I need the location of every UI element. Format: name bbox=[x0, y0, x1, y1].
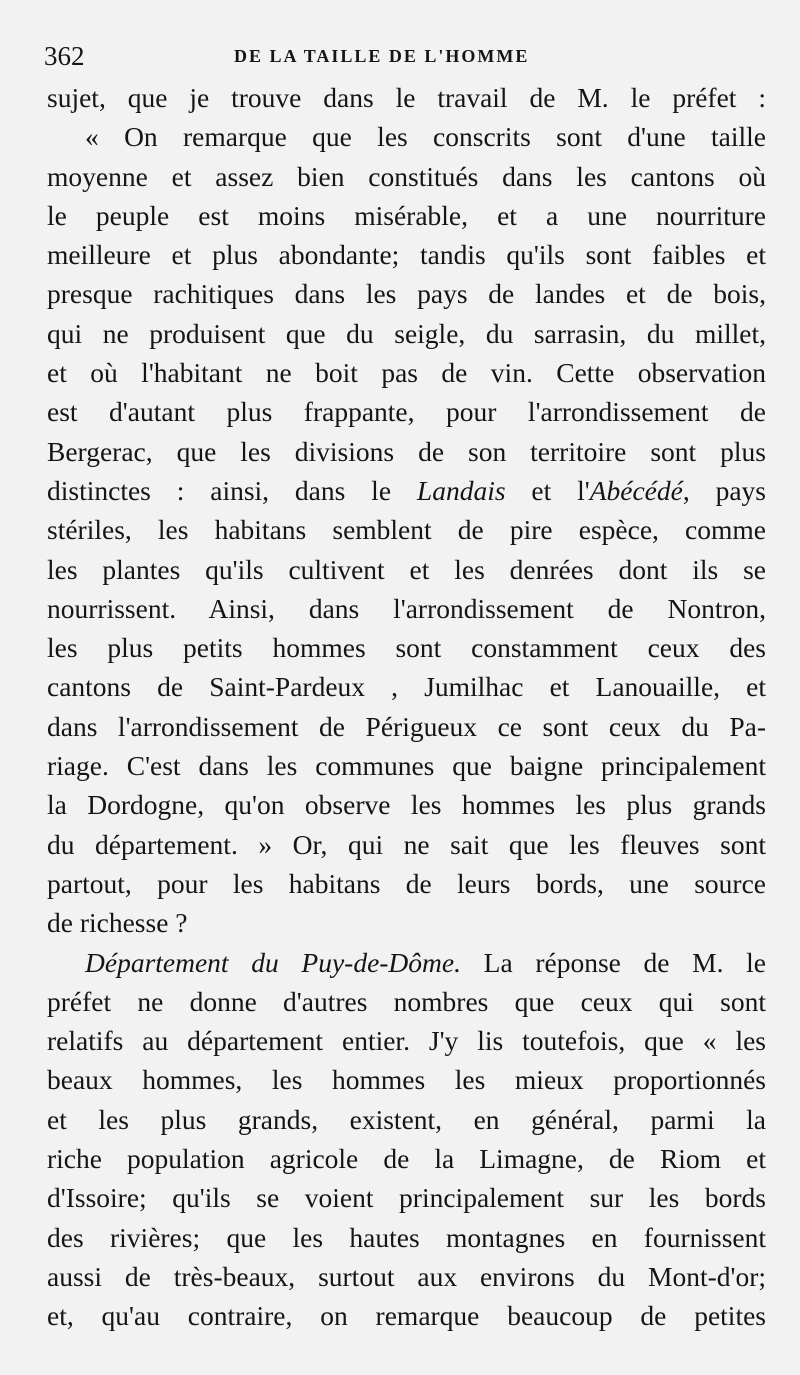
text-line: beaux hommes, les hommes les mieux proportionnés bbox=[47, 1064, 766, 1096]
text-line: dans l'arrondissement de Périgueux ce sont ceux du Pa- bbox=[47, 710, 766, 742]
section-heading-line bbox=[47, 943, 766, 982]
text-line: presque rachitiques dans les pays de landes et de bois, bbox=[47, 278, 766, 310]
text-segment: La réponse de M. le bbox=[460, 946, 766, 978]
section-heading: Département du Puy-de-Dôme. bbox=[85, 946, 461, 978]
text-line: le peuple est moins misérable, et a une nourriture bbox=[47, 199, 766, 231]
text-line: nourrissent. Ainsi, dans l'arrondissement de Nontron, bbox=[47, 592, 766, 624]
text-line: et les plus grands, existent, en général, parmi la bbox=[47, 1103, 766, 1135]
text-line: du département. » Or, qui ne sait que les fleuves sont bbox=[47, 828, 766, 860]
text-line: Bergerac, que les divisions de son territoire sont plus bbox=[47, 435, 766, 467]
text-segment: distinctes : ainsi, dans le bbox=[47, 474, 417, 506]
body-text bbox=[47, 78, 766, 1336]
text-line: qui ne produisent que du seigle, du sarrasin, du millet, bbox=[47, 317, 766, 349]
text-line: stériles, les habitans semblent de pire espèce, comme bbox=[47, 514, 766, 546]
text-line: et où l'habitant ne boit pas de vin. Cette observation bbox=[47, 357, 766, 389]
text-line: partout, pour les habitans de leurs bords, une source bbox=[47, 867, 766, 899]
place-name-abecede: Abécédé bbox=[589, 474, 683, 506]
text-line: de richesse ? bbox=[47, 907, 188, 939]
text-line: et, qu'au contraire, on remarque beaucoup de petites bbox=[47, 1300, 766, 1332]
text-line: préfet ne donne d'autres nombres que ceux qui sont bbox=[47, 985, 766, 1017]
text-line: les plus petits hommes sont constamment ceux des bbox=[47, 632, 766, 664]
text-line: relatifs au département entier. J'y lis toutefois, que « les bbox=[47, 1025, 766, 1057]
text-line: la Dordogne, qu'on observe les hommes les plus grands bbox=[47, 789, 766, 821]
text-line: cantons de Saint-Pardeux , Jumilhac et Lanouaille, et bbox=[47, 671, 766, 703]
text-line: des rivières; que les hautes montagnes en fournissent bbox=[47, 1221, 766, 1253]
text-line: meilleure et plus abondante; tandis qu'ils sont faibles et bbox=[47, 239, 766, 271]
text-line: d'Issoire; qu'ils se voient principalement sur les bords bbox=[47, 1182, 766, 1214]
text-line: aussi de très-beaux, surtout aux environs du Mont-d'or; bbox=[47, 1260, 766, 1292]
text-line-with-place-names bbox=[47, 471, 766, 510]
page-header bbox=[44, 38, 764, 74]
page-number: 362 bbox=[44, 41, 85, 71]
text-segment: , pays bbox=[682, 474, 766, 506]
text-line: « On remarque que les conscrits sont d'une taille bbox=[85, 121, 766, 153]
text-line: moyenne et assez bien constitués dans les cantons où bbox=[47, 160, 766, 192]
running-head: DE LA TAILLE DE L'HOMME bbox=[234, 46, 530, 66]
place-name-landais: Landais bbox=[416, 474, 506, 506]
text-line: est d'autant plus frappante, pour l'arrondissement de bbox=[47, 396, 766, 428]
text-segment: et l' bbox=[505, 474, 590, 506]
text-line: riage. C'est dans les communes que baigne principalement bbox=[47, 750, 766, 782]
text-line: riche population agricole de la Limagne, de Riom et bbox=[47, 1143, 766, 1175]
text-line: sujet, que je trouve dans le travail de M. le préfet : bbox=[47, 82, 766, 113]
text-line: les plantes qu'ils cultivent et les denrées dont ils se bbox=[47, 553, 766, 585]
